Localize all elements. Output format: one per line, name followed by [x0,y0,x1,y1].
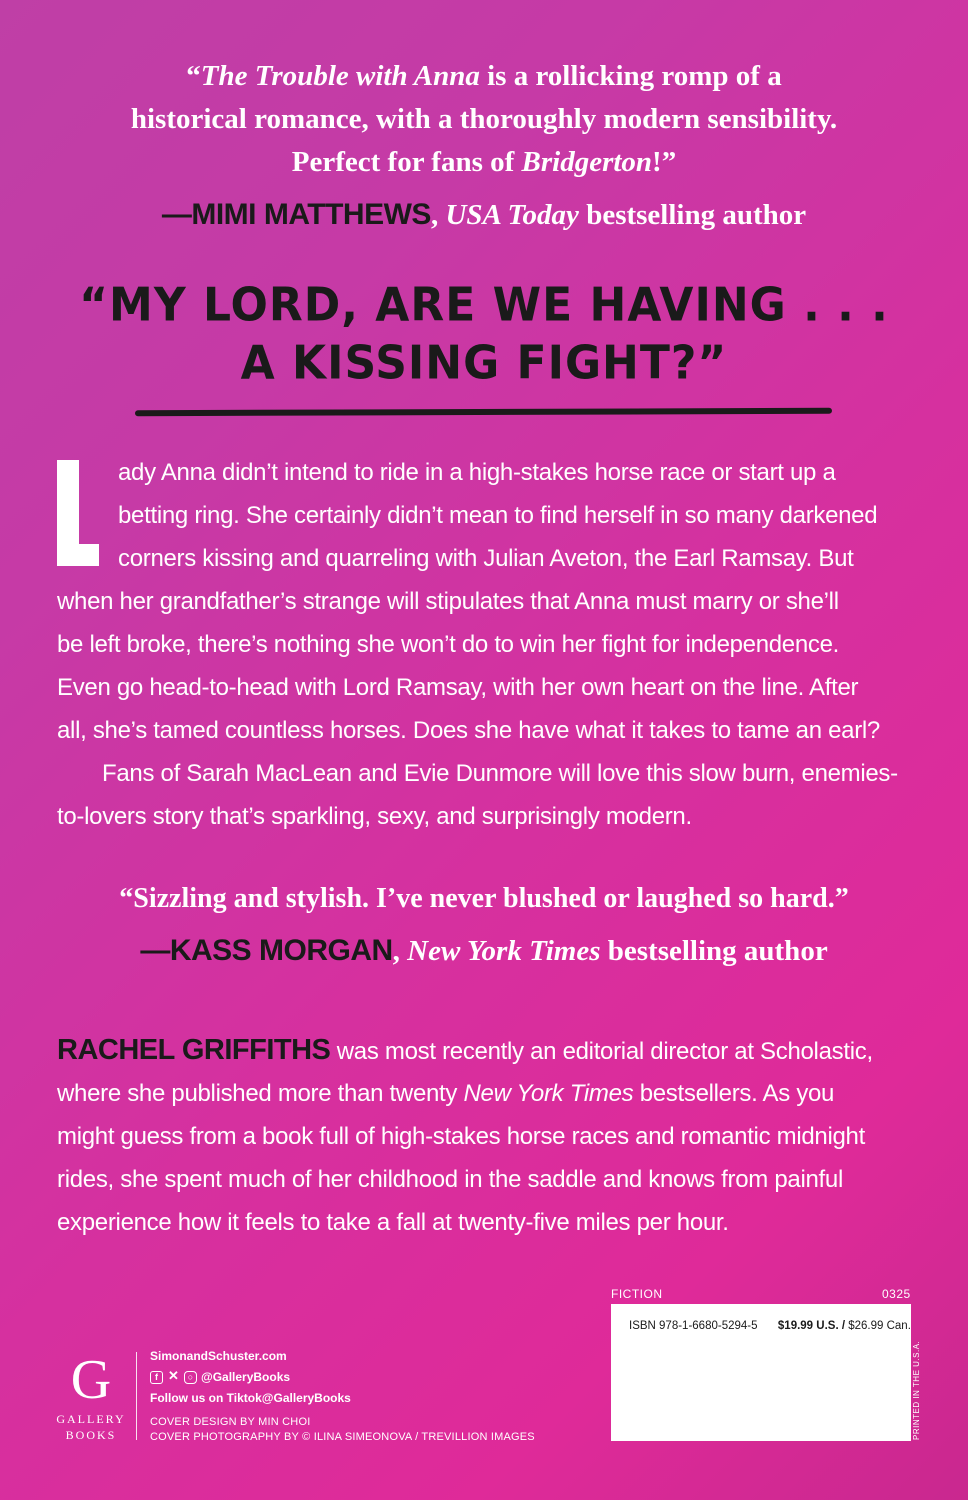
bio-line-2: where she published more than twenty New York Times bestsellers. As you [57,1080,835,1107]
bio-line-4: rides, she spent much of her childhood in the saddle and knows from painful [57,1166,843,1193]
facebook-icon[interactable]: f [150,1371,163,1384]
instagram-icon[interactable]: ○ [184,1371,197,1384]
quote-line-1: “The Trouble with Anna is a rollicking romp of a [186,60,782,92]
tagline-underline [135,408,832,416]
description-line-2: betting ring. She certainly didn’t mean to find herself in so many darkened [118,502,878,529]
description-line-1: ady Anna didn’t intend to ride in a high-stakes horse race or start up a [118,459,836,486]
dropcap-letter [57,460,99,566]
logo-divider [136,1352,137,1440]
bio-line-3: might guess from a book full of high-stakes horse races and romantic midnight [57,1123,865,1150]
description-line-4: when her grandfather’s strange will stipulates that Anna must marry or she’ll [57,588,839,615]
price-code: 0325 [882,1287,911,1301]
reviewer-name-2: KASS MORGAN [169,934,393,967]
description-line-7: all, she’s tamed countless horses. Does she have what it takes to tame an earl? [57,717,880,744]
bio-line-5: experience how it feels to take a fall at twenty-five miles per hour. [57,1209,729,1236]
description-line-9: to-lovers story that’s sparkling, sexy, and surprisingly modern. [57,803,692,830]
isbn-price-line: ISBN 978-1-6680-5294-5 $19.99 U.S. / $26.99 Can. [629,1320,911,1332]
review-quote-mimi-matthews [0,55,968,184]
logo-g-icon: G [70,1349,112,1411]
price-us: $19.99 U.S. [777,1320,839,1332]
social-handle[interactable]: @GalleryBooks [201,1370,291,1384]
review-attribution-kass-morgan: —KASS MORGAN, New York Times bestselling author [140,934,828,967]
category-label: FICTION [611,1287,663,1301]
bio-line-1: RACHEL GRIFFITHS was most recently an editorial director at Scholastic, [57,1034,873,1066]
review-quote-kass-morgan: “Sizzling and stylish. I’ve never blushed or laughed so hard.” [119,883,849,914]
printed-in-usa: PRINTED IN THE U.S.A. [912,1340,921,1440]
description-line-8: Fans of Sarah MacLean and Evie Dunmore will love this slow burn, enemies- [102,760,898,787]
cover-design-credit: COVER DESIGN BY MIN CHOI [150,1416,311,1428]
logo-text-books: BOOKS [65,1428,117,1442]
tagline-line-2: A KISSING FIGHT?” [240,336,728,391]
publisher-website[interactable]: SimonandSchuster.com [150,1349,287,1363]
review-attribution-mimi-matthews: —MIMI MATTHEWS, USA Today bestselling author [161,198,807,231]
description-line-5: be left broke, there’s nothing she won’t do to win her fight for independence. [57,631,840,658]
x-icon[interactable]: ✕ [168,1367,179,1383]
tagline-line-1: “MY LORD, ARE WE HAVING . . . [79,278,889,333]
price-can: $26.99 Can. [848,1320,911,1332]
reviewer-name: MIMI MATTHEWS [191,198,431,231]
isbn: ISBN 978-1-6680-5294-5 [629,1320,758,1332]
gallery-books-logo [55,1349,135,1442]
quote-line-3: Perfect for fans of Bridgerton!” [291,146,677,178]
author-name: RACHEL GRIFFITHS [57,1034,331,1066]
description-line-3: corners kissing and quarreling with Julian Aveton, the Earl Ramsay. But [118,545,854,572]
cover-photo-credit: COVER PHOTOGRAPHY BY © ILINA SIMEONOVA / TREVILLION IMAGES [150,1431,535,1443]
social-links [150,1367,291,1384]
tiktok-handle[interactable]: Follow us on Tiktok@GalleryBooks [150,1391,351,1405]
logo-text-gallery: GALLERY [56,1412,126,1426]
quote-line-2: historical romance, with a thoroughly modern sensibility. [130,103,838,135]
barcode-box [611,1304,911,1441]
description-line-6: Even go head-to-head with Lord Ramsay, with her own heart on the line. After [57,674,859,701]
